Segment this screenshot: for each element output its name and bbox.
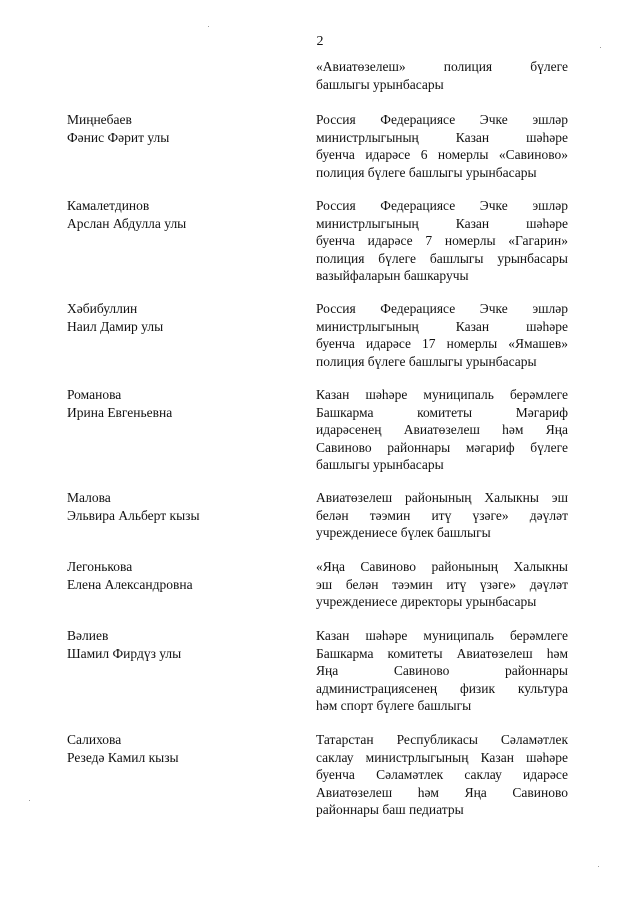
member-given-name: Наил Дамир улы [67,318,164,334]
member-name [67,627,297,662]
member-surname: Легонькова [67,559,133,574]
position-line: Башкарма комитеты Авиатөзелеш һәм [316,645,568,661]
member-position [316,386,568,474]
position-line: Казан шәһәре муниципаль берәмлеге [316,628,568,643]
position-line: администрациясенең физик культура [316,680,568,696]
position-line: Россия Федерациясе Эчке эшләр [316,112,568,127]
member-position [316,111,568,181]
member-name [67,197,297,232]
position-line: Авиатөзелеш һәм Яңа Савиново [316,784,568,800]
member-surname: Романова [67,387,122,402]
member-surname: Миңнебаев [67,112,132,127]
position-line: Россия Федерациясе Эчке эшләр [316,301,568,316]
position-line: буенча идарәсе 7 номерлы «Гагарин» [316,233,568,248]
member-position [316,731,568,819]
position-line: идарәсенең Авиатөзелеш һәм Яңа [316,422,568,437]
member-surname: Малова [67,490,111,505]
position-line: Казан шәһәре муниципаль берәмлеге [316,387,568,402]
position-line: саклау министрлыгының Казан шәһәре [316,749,568,765]
member-given-name: Ирина Евгеньевна [67,404,173,420]
member-surname: Хәбибуллин [67,301,138,316]
position-line: Авиатөзелеш районының Халыкны эш [316,490,568,505]
page-number: 2 [316,34,324,49]
member-name [67,300,297,335]
position-line: эш белән тәэмин итү үзәге» дәүләт [316,576,568,592]
position-line: министрлыгының Казан шәһәре [316,129,568,145]
scan-speck [600,47,601,48]
member-given-name: Шамил Фирдүз улы [67,645,182,661]
position-line: буенча идарәсе 17 номерлы «Ямашев» [316,336,568,351]
member-position [316,558,568,611]
position-line: Россия Федерациясе Эчке эшләр [316,198,568,213]
member-surname: Вәлиев [67,628,109,643]
position-line: һәм спорт бүлеге башлыгы [316,698,472,713]
member-name [67,386,297,421]
scan-speck [208,26,209,27]
position-line: буенча Сәламәтлек саклау идарәсе [316,767,568,782]
position-line: полиция бүлеге башлыгы урынбасары [316,353,537,369]
continued-position-text [316,58,568,93]
member-name [67,731,297,766]
member-position [316,627,568,715]
member-name [67,558,297,593]
position-line: «Яңа Савиново районының Халыкны [316,559,568,574]
position-line: белән тәэмин итү үзәге» дәүләт [316,507,568,523]
position-line: «Авиатөзелеш» полиция бүлеге [316,59,568,74]
position-line: учреждениесе директоры урынбасары [316,594,537,609]
member-position [316,300,568,370]
scan-speck [598,866,599,867]
position-line: министрлыгының Казан шәһәре [316,215,568,231]
member-given-name: Эльвира Альберт кызы [67,507,200,523]
position-line: министрлыгының Казан шәһәре [316,318,568,334]
member-surname: Салихова [67,732,122,747]
position-line: районнары баш педиатры [316,802,464,817]
member-given-name: Арслан Абдулла улы [67,215,187,231]
member-given-name: Елена Александровна [67,576,193,592]
position-line: Татарстан Республикасы Сәламәтлек [316,732,568,747]
position-line: башлыгы урынбасары [316,457,444,472]
member-position [316,489,568,542]
position-line: полиция бүлеге башлыгы урынбасары [316,250,568,266]
member-name [67,489,297,524]
position-line: башлыгы урынбасары [316,76,444,92]
position-line: Башкарма комитеты Мәгариф [316,404,568,420]
member-name [67,111,297,146]
scan-speck [29,800,30,801]
position-line: вазыйфаларын башкаручы [316,268,469,283]
member-position [316,197,568,285]
position-line: учреждениесе бүлек башлыгы [316,525,491,540]
position-line: полиция бүлеге башлыгы урынбасары [316,164,537,180]
member-given-name: Фәнис Фәрит улы [67,129,170,145]
position-line: буенча идарәсе 6 номерлы «Савиново» [316,147,568,162]
member-given-name: Резедә Камил кызы [67,749,179,765]
member-surname: Камалетдинов [67,198,150,213]
position-line: Яңа Савиново районнары [316,663,568,678]
position-line: Савиново районнары мәгариф бүлеге [316,439,568,455]
